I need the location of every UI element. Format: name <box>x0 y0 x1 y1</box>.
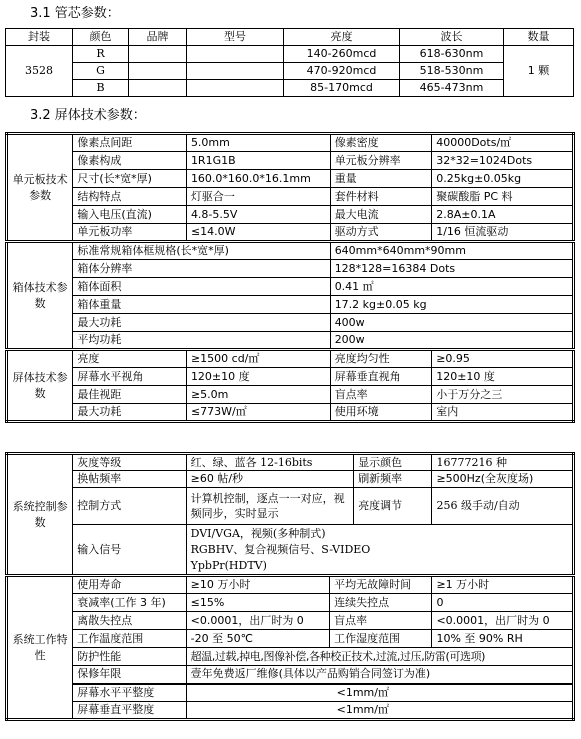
param-value: 超温,过载,掉电,图像补偿,各种校正技术,过流,过压,防雷(可选项) <box>186 648 573 666</box>
param-value: 160.0*160.0*16.1mm <box>186 170 330 188</box>
param-value: <1mm/㎡ <box>186 684 573 702</box>
param-label: 平均无故障时间 <box>330 576 432 594</box>
unit-board-row <box>7 224 574 242</box>
input-signal-line: YpbPr(HDTV) <box>190 558 267 572</box>
param-value: -20 至 50℃ <box>186 630 330 648</box>
param-label: 使用寿命 <box>73 576 186 594</box>
cabinet-row <box>7 260 574 278</box>
screen-row <box>7 386 574 404</box>
param-value: 灯驱合一 <box>186 188 330 206</box>
param-label: 结构特点 <box>73 188 187 206</box>
model-cell <box>187 80 284 97</box>
header-package: 封装 <box>6 29 73 46</box>
model-cell <box>187 63 284 80</box>
param-value: 小于万分之三 <box>432 386 574 404</box>
brightness-cell: 85-170mcd <box>284 80 400 97</box>
param-label: 最大电流 <box>330 206 432 224</box>
screen-group-label: 屏体技术参数 <box>7 350 73 422</box>
header-model: 型号 <box>187 29 284 46</box>
param-label: 箱体重量 <box>73 296 330 314</box>
unit-board-row <box>7 170 574 188</box>
unit-board-row <box>7 206 574 224</box>
param-value: 40000Dots/㎡ <box>432 134 574 152</box>
param-label: 输入信号 <box>73 525 186 576</box>
input-signal-line: DVI/VGA，视频(多种制式) <box>190 526 326 540</box>
work-row <box>7 648 574 666</box>
param-value: <1mm/㎡ <box>186 702 573 720</box>
cabinet-row <box>7 278 574 296</box>
param-label: 控制方式 <box>73 488 186 525</box>
wavelength-cell: 518-530nm <box>400 63 504 80</box>
control-row <box>7 488 574 525</box>
param-label: 工作湿度范围 <box>330 630 432 648</box>
param-value: 4.8-5.5V <box>186 206 330 224</box>
brightness-cell: 140-260mcd <box>284 46 400 63</box>
brand-cell <box>129 63 187 80</box>
param-value: ≤773W/㎡ <box>186 404 330 422</box>
chip-row-r <box>6 46 574 63</box>
work-group-label: 系统工作特性 <box>7 576 73 720</box>
chip-row-b <box>6 80 574 97</box>
param-label: 灰度等级 <box>73 454 186 471</box>
param-label: 尺寸(长*宽*厚) <box>73 170 187 188</box>
param-label: 亮度调节 <box>354 488 432 525</box>
param-value: 0 <box>432 594 574 612</box>
control-row <box>7 471 574 488</box>
param-label: 连续失控点 <box>330 594 432 612</box>
param-label: 标准常规箱体框规格(长*宽*厚) <box>73 242 330 260</box>
param-label: 最佳视距 <box>73 386 187 404</box>
screen-row <box>7 404 574 422</box>
param-value: 2.8A±0.1A <box>432 206 574 224</box>
param-label: 盲点率 <box>330 386 432 404</box>
param-label: 亮度均匀性 <box>330 350 432 368</box>
param-label: 屏幕水平平整度 <box>73 684 186 702</box>
param-label: 最大功耗 <box>73 314 330 332</box>
param-label: 显示颜色 <box>354 454 432 471</box>
quantity-cell: 1 颗 <box>504 46 574 97</box>
param-label: 使用环境 <box>330 404 432 422</box>
param-value: ≤14.0W <box>186 224 330 242</box>
wavelength-cell: 618-630nm <box>400 46 504 63</box>
param-value: ≥10 万小时 <box>186 576 330 594</box>
work-row <box>7 630 574 648</box>
param-label: 换帖频率 <box>73 471 186 488</box>
cabinet-row <box>7 242 574 260</box>
section-3-1-heading: 3.1 管芯参数： <box>30 6 120 21</box>
section-3-2-heading: 3.2 屏体技术参数： <box>30 108 146 123</box>
color-cell: B <box>73 80 129 97</box>
param-value: ≥1 万小时 <box>432 576 574 594</box>
param-value: 1/16 恒流驱动 <box>432 224 574 242</box>
work-row <box>7 576 574 594</box>
param-value: 32*32=1024Dots <box>432 152 574 170</box>
param-label: 单元板功率 <box>73 224 187 242</box>
unit-board-row <box>7 152 574 170</box>
chip-params-table <box>5 28 574 97</box>
param-label: 亮度 <box>73 350 187 368</box>
param-value: 256 级手动/自动 <box>432 488 574 525</box>
param-label: 单元板分辨率 <box>330 152 432 170</box>
package-cell: 3528 <box>6 46 73 97</box>
color-cell: R <box>73 46 129 63</box>
param-value: ≥1500 cd/㎡ <box>186 350 330 368</box>
param-label: 箱体分辨率 <box>73 260 330 278</box>
cabinet-row <box>7 332 574 350</box>
param-label: 屏幕垂直视角 <box>330 368 432 386</box>
param-value: ≥60 帖/秒 <box>186 471 354 488</box>
param-value: 0.25kg±0.05kg <box>432 170 574 188</box>
work-row <box>7 612 574 630</box>
param-label: 衰减率(工作 3 年) <box>73 594 186 612</box>
param-value: ≥5.0m <box>186 386 330 404</box>
param-value: 聚碳酸脂 PC 料 <box>432 188 574 206</box>
input-signal-line: RGBHV、复合视频信号、S-VIDEO <box>190 542 371 556</box>
work-row <box>7 594 574 612</box>
param-value: 120±10 度 <box>432 368 574 386</box>
param-label: 最大功耗 <box>73 404 187 422</box>
param-label: 套件材料 <box>330 188 432 206</box>
param-value: 120±10 度 <box>186 368 330 386</box>
brand-cell <box>129 80 187 97</box>
param-value: 400w <box>330 314 573 332</box>
header-brand: 品牌 <box>129 29 187 46</box>
param-label: 平均功耗 <box>73 332 330 350</box>
param-value: 壹年免费返厂维修(具体以产品购销合同签订为准) <box>186 666 573 684</box>
unit-board-group-label: 单元板技术参数 <box>7 134 73 242</box>
chip-row-g <box>6 63 574 80</box>
header-wavelength: 波长 <box>400 29 504 46</box>
header-quantity: 数量 <box>504 29 574 46</box>
color-cell: G <box>73 63 129 80</box>
control-row <box>7 525 574 576</box>
unit-board-row <box>7 188 574 206</box>
param-value: 17.2 kg±0.05 kg <box>330 296 573 314</box>
param-value: 红、绿、蓝各 12-16bits <box>186 454 354 471</box>
param-value: 1R1G1B <box>186 152 330 170</box>
cabinet-row <box>7 296 574 314</box>
param-value: 0.41 ㎡ <box>330 278 573 296</box>
param-label: 盲点率 <box>330 612 432 630</box>
param-value: 计算机控制，逐点一一对应，视频同步，实时显示 <box>186 488 354 525</box>
brand-cell <box>129 46 187 63</box>
param-value: <0.0001，出厂时为 0 <box>186 612 330 630</box>
param-label: 像素构成 <box>73 152 187 170</box>
param-value: <0.0001，出厂时为 0 <box>432 612 574 630</box>
param-label: 保修年限 <box>73 666 186 684</box>
param-value: ≤15% <box>186 594 330 612</box>
work-row <box>7 702 574 720</box>
param-label: 箱体面积 <box>73 278 330 296</box>
param-label: 重量 <box>330 170 432 188</box>
header-brightness: 亮度 <box>284 29 400 46</box>
param-value: ≥0.95 <box>432 350 574 368</box>
param-value: 128*128=16384 Dots <box>330 260 573 278</box>
cabinet-row <box>7 314 574 332</box>
screen-row <box>7 368 574 386</box>
param-label: 输入电压(直流) <box>73 206 187 224</box>
cabinet-group-label: 箱体技术参数 <box>7 242 73 350</box>
param-label: 屏幕水平视角 <box>73 368 187 386</box>
unit-board-row <box>7 134 574 152</box>
chip-header-row <box>6 29 574 46</box>
param-label: 防护性能 <box>73 648 186 666</box>
system-table <box>5 452 575 721</box>
param-value: 200w <box>330 332 573 350</box>
control-row <box>7 454 574 471</box>
work-row <box>7 666 574 684</box>
param-label: 刷新频率 <box>354 471 432 488</box>
param-value: 10% 至 90% RH <box>432 630 574 648</box>
screen-tech-table <box>5 132 575 423</box>
param-label: 像素点间距 <box>73 134 187 152</box>
screen-row <box>7 350 574 368</box>
param-label: 离散失控点 <box>73 612 186 630</box>
model-cell <box>187 46 284 63</box>
param-value: 640mm*640mm*90mm <box>330 242 573 260</box>
work-row <box>7 684 574 702</box>
header-color: 颜色 <box>73 29 129 46</box>
control-group-label: 系统控制参数 <box>7 454 73 576</box>
param-value: ≥500Hz(全灰度场) <box>432 471 574 488</box>
param-value: 5.0mm <box>186 134 330 152</box>
brightness-cell: 470-920mcd <box>284 63 400 80</box>
param-value: 16777216 种 <box>432 454 574 471</box>
param-value: 室内 <box>432 404 574 422</box>
wavelength-cell: 465-473nm <box>400 80 504 97</box>
input-signal-cell <box>186 525 573 576</box>
param-label: 像素密度 <box>330 134 432 152</box>
param-label: 驱动方式 <box>330 224 432 242</box>
param-label: 屏幕垂直平整度 <box>73 702 186 720</box>
param-label: 工作温度范围 <box>73 630 186 648</box>
